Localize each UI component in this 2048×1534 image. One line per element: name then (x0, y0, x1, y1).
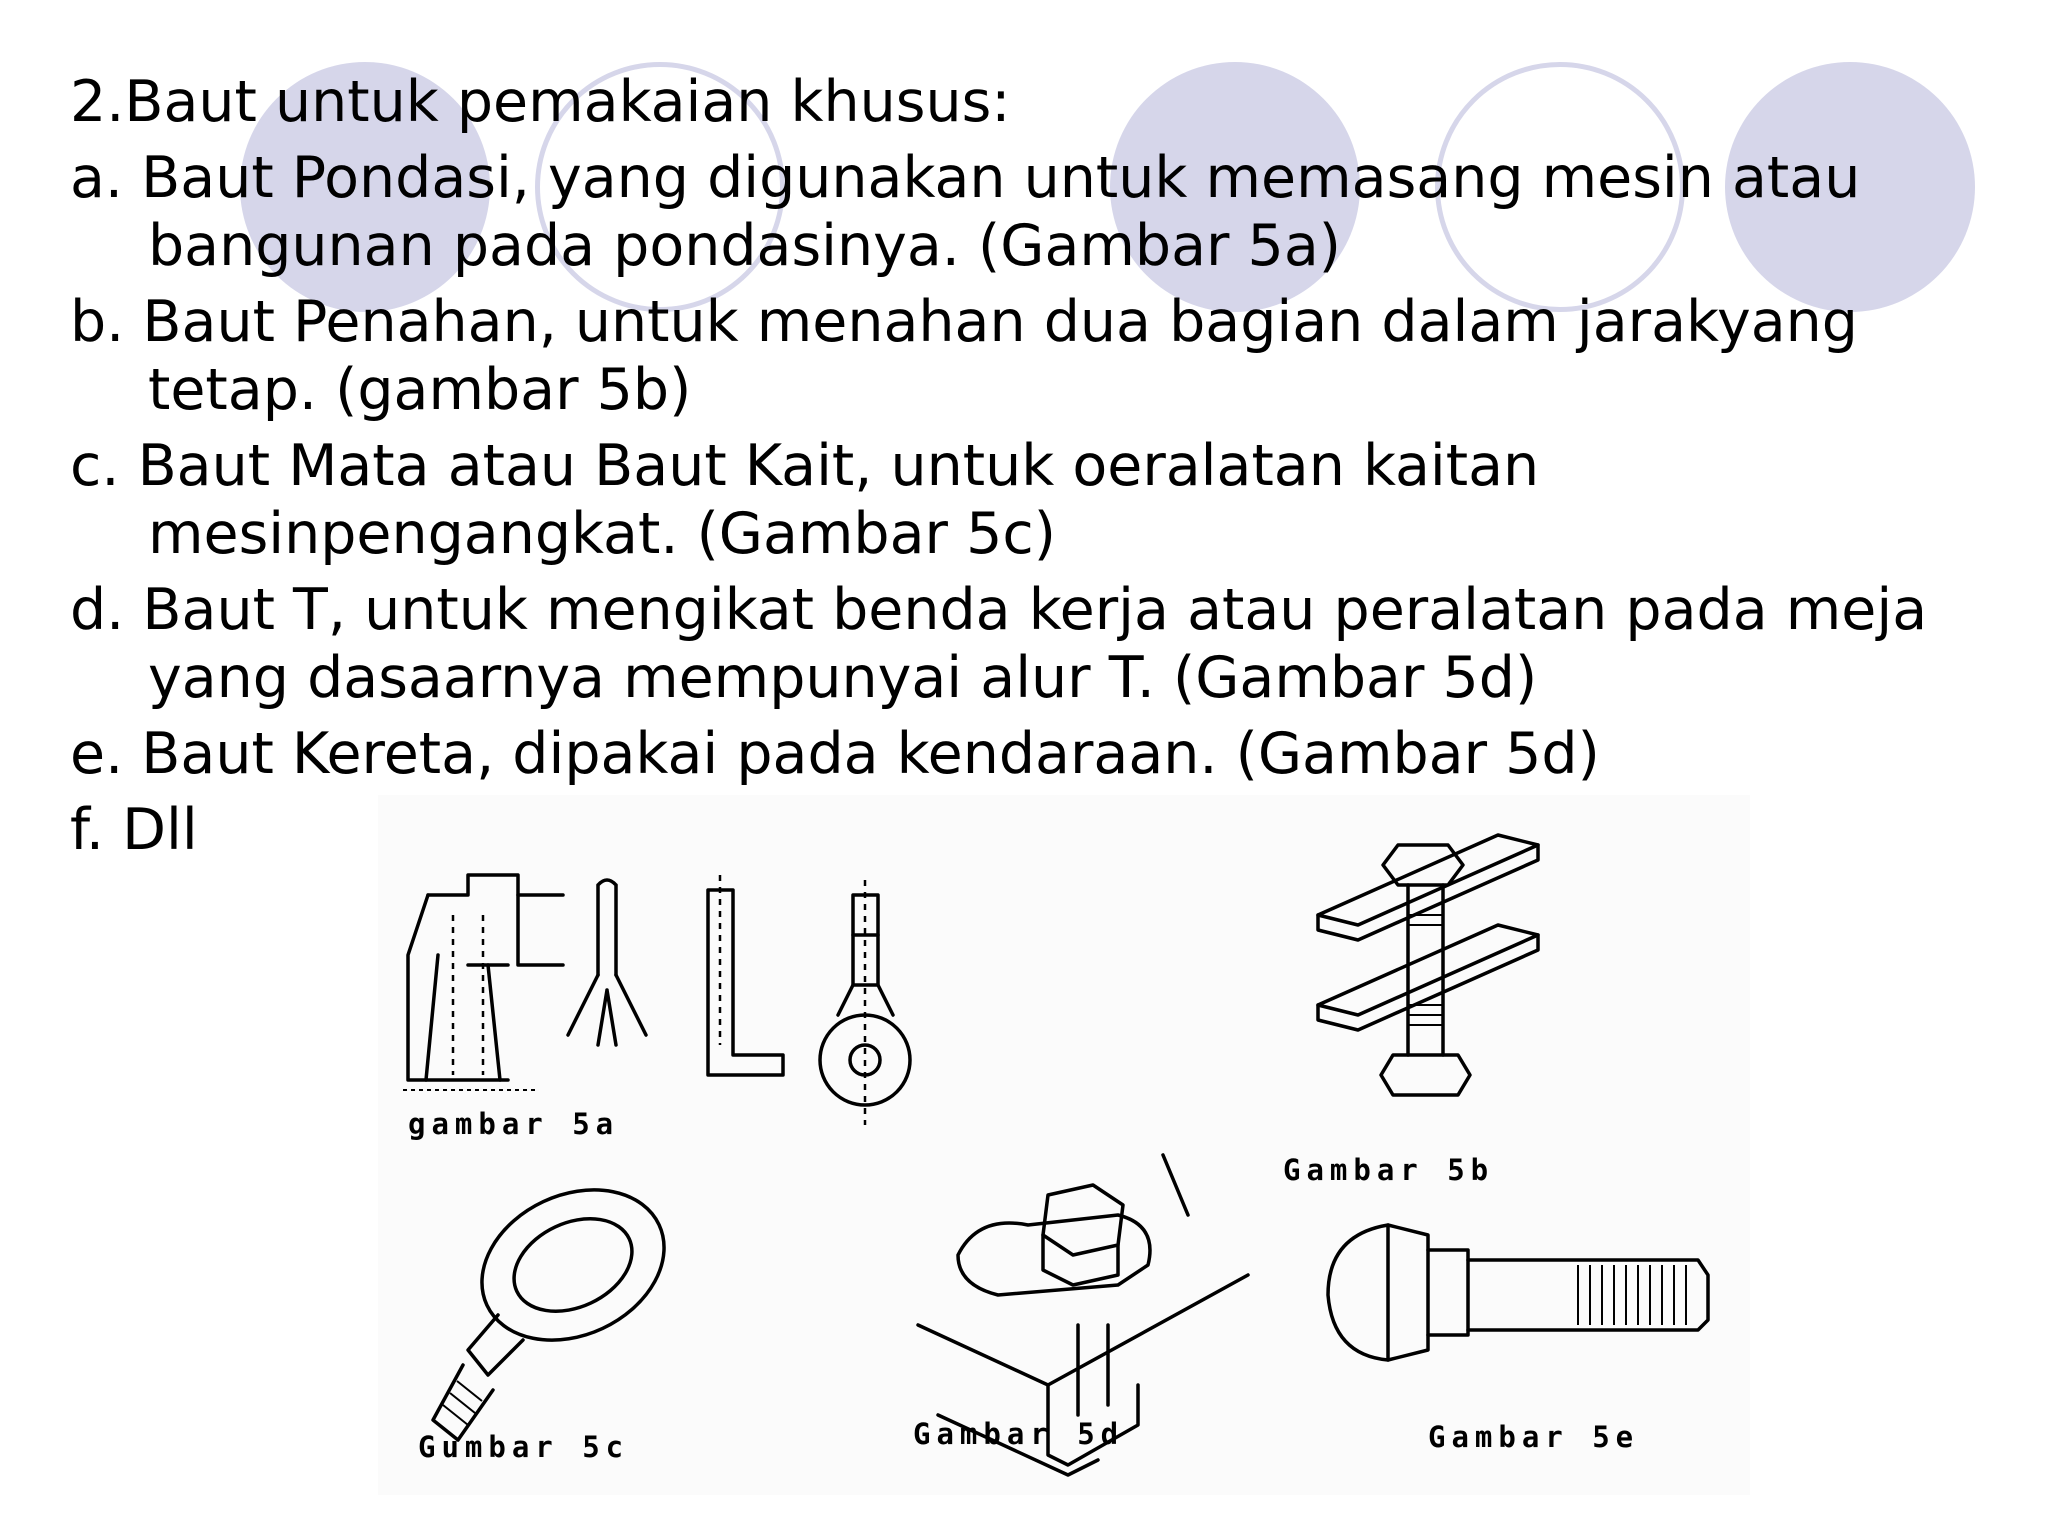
list-item-c: c. Baut Mata atau Baut Kait, untuk oeralatan kaitan mesinpengangkat. (Gambar 5c) (70, 433, 1540, 567)
slide-heading: 2.Baut untuk pemakaian khusus: (70, 69, 1011, 135)
list-item-a: a. Baut Pondasi, yang digunakan untuk memasang mesin atau bangunan pada pondasinya. (Gambar 5a) (70, 145, 1861, 279)
caption-5d: Gambar 5d (913, 1417, 1125, 1451)
figure-5a (398, 835, 918, 1141)
list-item-b: b. Baut Penahan, untuk menahan dua bagian dalam jarakyang tetap. (gambar 5b) (70, 289, 1858, 423)
caption-5a: gambar 5a (408, 1107, 620, 1141)
list-item-d: d. Baut T, untuk mengikat benda kerja atau peralatan pada meja yang dasaarnya mempunyai alur T. (Gambar 5d) (70, 577, 1928, 711)
foundation-bolts-drawing (398, 835, 918, 1135)
caption-5b: Gambar 5b (1283, 1153, 1495, 1187)
caption-5c: Gumbar 5c (418, 1430, 630, 1464)
list-item-f: f. Dll (70, 797, 198, 863)
bolt-figures (378, 795, 1750, 1495)
caption-5e: Gambar 5e (1428, 1420, 1640, 1454)
figure-5e (1328, 1205, 1728, 1465)
figure-5d (913, 1155, 1258, 1485)
slide-body (70, 68, 1990, 864)
figure-5c (418, 1175, 688, 1495)
list-item-e: e. Baut Kereta, dipakai pada kendaraan. (Gambar 5d) (70, 721, 1600, 787)
stay-bolt-drawing (1278, 805, 1608, 1135)
figure-5b (1278, 805, 1608, 1187)
